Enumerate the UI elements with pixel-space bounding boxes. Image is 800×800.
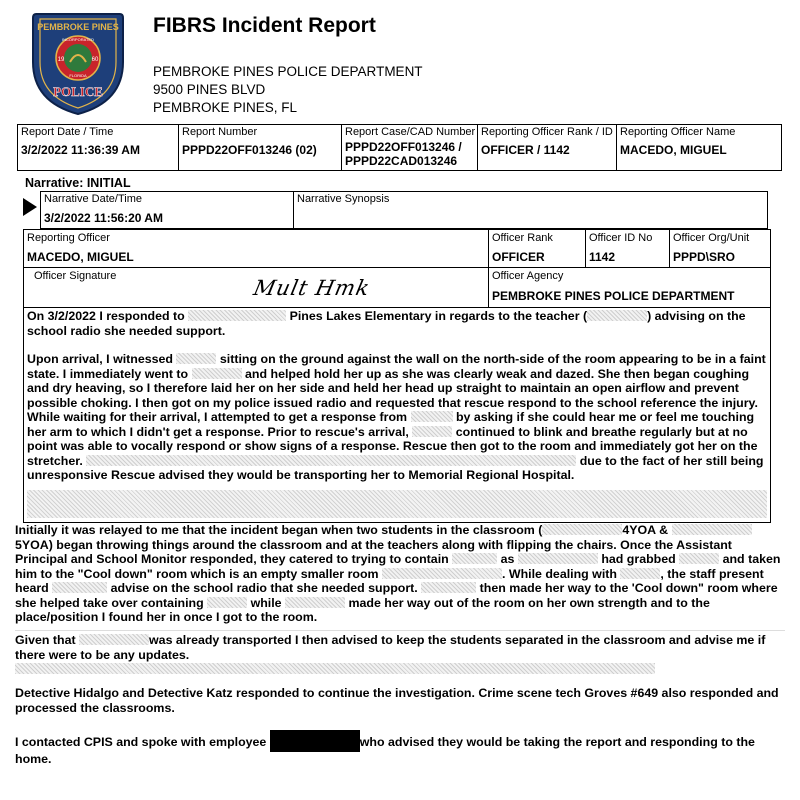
- officer-signature-label: Officer Signature: [34, 270, 117, 282]
- svg-text:PEMBROKE PINES: PEMBROKE PINES: [37, 22, 119, 32]
- case-number-label: Report Case/CAD Number: [345, 126, 476, 138]
- narrative-title: Narrative: INITIAL: [25, 176, 131, 190]
- narrative-pointer-icon: [23, 198, 37, 216]
- redaction: [188, 310, 286, 321]
- officer-rank-cell: [489, 230, 586, 268]
- narrative-date-label: Narrative Date/Time: [44, 193, 143, 205]
- reporting-officer-label: Reporting Officer: [27, 232, 110, 244]
- officer-id-cell: [586, 230, 670, 268]
- redaction: [15, 663, 655, 674]
- narrative-paragraph-2: Upon arrival, I witnessed sitting on the ground against the wall on the north-side of the room appearing to be in a faint state. I immediately went to and helped hold her up as she was clearly weak and dazed. She then began coughing and dry heaving, so I therefore laid her on her side and held her head up straight to maintain an open airflow and prevent possible choking. I then got on my police issued radio and requested that rescue respond to the school reference the injury. While waiting for their arrival, I attempted to get a response from by asking if she could hear me or feel me touching her arm to which I didn't get a response. Prior to rescue's arrival, continued to blink and breathe regularly but at no point was able to vocally respond or show signs of a response. Rescue then got to the room and immediately got her on the stretcher. due to the fact of her still being unresponsive Rescue advised they would be transporting her to Memorial Regional Hospital.: [27, 352, 766, 482]
- report-number-label: Report Number: [182, 126, 258, 138]
- redaction: [382, 568, 502, 579]
- redaction: [421, 582, 476, 593]
- officer-rank-id-label: Reporting Officer Rank / ID: [481, 126, 613, 138]
- redaction: [518, 553, 598, 564]
- black-redaction-box: [270, 730, 360, 752]
- report-title: FIBRS Incident Report: [153, 14, 376, 37]
- case-number-value-2: PPPD22CAD013246: [345, 154, 458, 168]
- redaction: [411, 411, 453, 422]
- narrative-paragraph-5: Detective Hidalgo and Detective Katz responded to continue the investigation. Crime scene tech Groves #649 also responded and processed the classrooms.: [15, 686, 779, 715]
- officer-rank-id-cell: [477, 124, 617, 171]
- report-date-cell: [17, 124, 179, 171]
- department-address: [153, 63, 423, 117]
- officer-rank-value: OFFICER: [492, 250, 545, 264]
- department-name: PEMBROKE PINES POLICE DEPARTMENT: [153, 64, 423, 79]
- officer-id-label: Officer ID No: [589, 232, 653, 244]
- officer-agency-cell: [489, 268, 770, 307]
- officer-name-value: MACEDO, MIGUEL: [620, 143, 727, 157]
- narrative-date-cell: [40, 191, 294, 229]
- narrative-paragraph-4: Given that was already transported I then advised to keep the students separated in the classroom and advise me if there were to be any updates.: [15, 633, 790, 677]
- case-number-cell: [341, 124, 478, 171]
- redaction: [285, 597, 345, 608]
- redaction: [672, 524, 752, 535]
- redaction: [52, 582, 107, 593]
- officer-agency-value: PEMBROKE PINES POLICE DEPARTMENT: [492, 289, 735, 303]
- officer-name-label: Reporting Officer Name: [620, 126, 736, 138]
- police-badge-logo: [30, 10, 126, 116]
- redaction: [192, 368, 242, 379]
- svg-text:60: 60: [91, 57, 99, 63]
- narrative-paragraph-3: Initially it was relayed to me that the incident began when two students in the classroom ( 4YOA & 5YOA) began throwing things around the classroom and at the teachers along with flipping the chairs. Once the Assistant Principal and School Monitor responded, they catered to trying to contain as had grabbed and taken him to the "Cool down" room which is an empty smaller room . While dealing with , the staff present heard advise on the school radio that she needed support. then made her way to the 'Cool down" room where she helped take over containing while made her way out of the room on her own strength and to the place/position I found her in once I got to the room.: [15, 523, 781, 624]
- report-date-label: Report Date / Time: [21, 126, 114, 138]
- reporting-officer-value: MACEDO, MIGUEL: [27, 250, 134, 264]
- officer-agency-label: Officer Agency: [492, 270, 564, 282]
- department-city: PEMBROKE PINES, FL: [153, 100, 298, 115]
- report-number-cell: [178, 124, 342, 171]
- officer-org-value: PPPD\SRO: [673, 250, 736, 264]
- redaction: [207, 597, 247, 608]
- redaction: [587, 310, 647, 321]
- narrative-synopsis-label: Narrative Synopsis: [297, 193, 390, 205]
- officer-id-value: 1142: [589, 250, 616, 264]
- narrative-paragraph-1: On 3/2/2022 I responded to Pines Lakes Elementary in regards to the teacher ( ) advising on the school radio she needed support.: [27, 309, 746, 338]
- officer-rank-label: Officer Rank: [492, 232, 553, 244]
- redaction: [412, 426, 452, 437]
- department-street: 9500 PINES BLVD: [153, 82, 266, 97]
- svg-text:FLORIDA: FLORIDA: [69, 73, 87, 78]
- officer-org-cell: [670, 230, 770, 268]
- report-number-value: PPPD22OFF013246 (02): [182, 143, 317, 157]
- redaction: [79, 634, 149, 645]
- narrative-synopsis-cell: [293, 191, 768, 229]
- redacted-block: [27, 490, 767, 518]
- officer-signature: Mult Hmk: [251, 276, 373, 300]
- officer-rank-id-value: OFFICER / 1142: [481, 143, 570, 157]
- narrative-paragraph-6: I contacted CPIS and spoke with employee who advised they would be taking the report and responding to the home.: [15, 730, 790, 767]
- svg-text:POLICE: POLICE: [53, 84, 103, 99]
- redaction: [452, 553, 497, 564]
- redaction: [176, 353, 216, 364]
- paragraph-divider: [15, 630, 785, 631]
- officer-org-label: Officer Org/Unit: [673, 232, 750, 244]
- report-date-value: 3/2/2022 11:36:39 AM: [21, 143, 140, 157]
- officer-block: [23, 229, 771, 308]
- redaction: [86, 455, 576, 466]
- redaction: [620, 568, 660, 579]
- reporting-officer-cell: [24, 230, 489, 268]
- svg-text:19: 19: [57, 57, 65, 63]
- officer-name-cell: [616, 124, 782, 171]
- svg-text:INCORPORATED: INCORPORATED: [62, 37, 94, 42]
- officer-signature-cell: [24, 268, 489, 307]
- redaction: [679, 553, 719, 564]
- case-number-value-1: PPPD22OFF013246 /: [345, 140, 462, 154]
- narrative-date-value: 3/2/2022 11:56:20 AM: [44, 211, 163, 225]
- redaction: [542, 524, 622, 535]
